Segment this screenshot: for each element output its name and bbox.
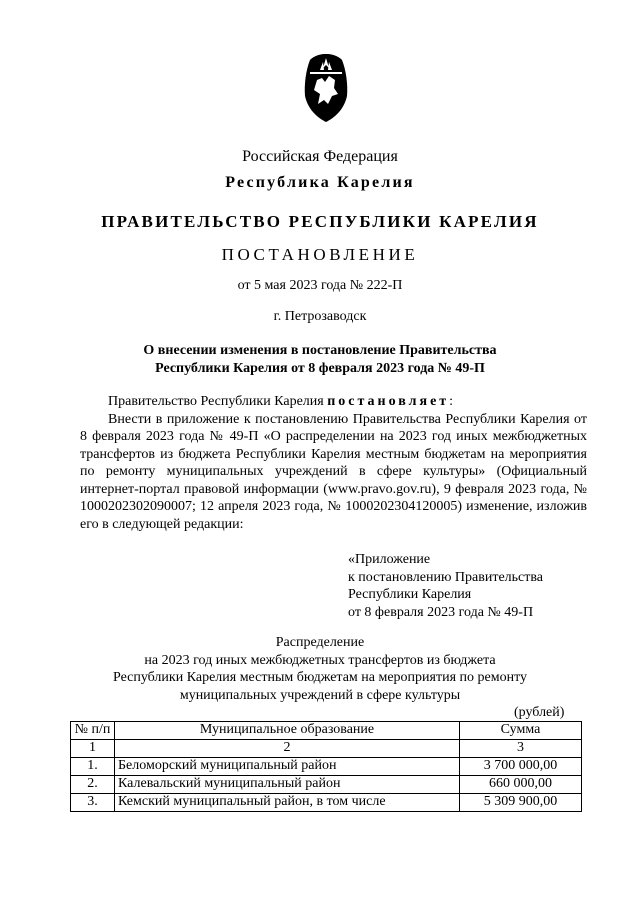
government-title: ПРАВИТЕЛЬСТВО РЕСПУБЛИКИ КАРЕЛИЯ <box>101 212 539 231</box>
document-subject <box>0 342 640 378</box>
appendix-line-2: к постановлению Правительства <box>348 569 544 585</box>
coat-of-arms-emblem <box>298 50 354 124</box>
table-row <box>71 758 582 776</box>
distribution-line-2: на 2023 год иных межбюджетных трансфертов из бюджета <box>144 652 496 668</box>
colnum-3: 3 <box>460 740 582 758</box>
distribution-line-3: Республики Карелия местным бюджетам на мероприятия по ремонту <box>112 670 528 686</box>
decree-word: постановляет <box>327 394 450 409</box>
distribution-title <box>0 634 640 704</box>
row-amount: 5 309 900,00 <box>460 794 582 812</box>
document-type: ПОСТАНОВЛЕНИЕ <box>221 245 419 264</box>
document-city: г. Петрозаводск <box>273 309 367 324</box>
distribution-line-1: Распределение <box>275 635 365 650</box>
row-name: Калевальский муниципальный район <box>115 776 460 794</box>
distribution-table <box>70 721 582 812</box>
row-num: 2. <box>71 776 115 794</box>
row-amount: 660 000,00 <box>460 776 582 794</box>
table-units: (рублей) <box>514 705 565 720</box>
decree-paragraph: Внести в приложение к постановлению Правительства Республики Карелия от 8 февраля 2023 года № 49-П «О распределении на 2023 год иных межбюджетных трансфертов из бюджета Республики Карелия местным бюджетам на мероприятия по ремонту муниципальных учреждений в сфере культуры» (Официальный интернет-портал правовой информации (www.pravo.gov.ru), 9 февраля 2023 года, № 1000202302090007; 12 апреля 2023 года, № 1000202304120005) изменение, изложив его в следующей редакции: <box>80 411 587 532</box>
appendix-reference <box>348 551 543 621</box>
table-row <box>71 776 582 794</box>
document-body <box>80 393 587 533</box>
country-name: Российская Федерация <box>242 148 398 165</box>
document-date-number: от 5 мая 2023 года № 222-П <box>237 278 403 293</box>
header-name: Муниципальное образование <box>115 722 460 740</box>
table-row <box>71 794 582 812</box>
republic-name: Республика Карелия <box>225 174 415 191</box>
appendix-line-3: Республики Карелия <box>348 587 472 603</box>
row-num: 1. <box>71 758 115 776</box>
appendix-line-1: «Приложение <box>348 552 431 567</box>
table-header-row <box>71 722 582 740</box>
header-num: № п/п <box>71 722 115 740</box>
decree-intro <box>80 393 587 411</box>
decree-intro-colon: : <box>449 394 454 409</box>
appendix-line-4: от 8 февраля 2023 года № 49-П <box>348 604 534 620</box>
distribution-line-4: муниципальных учреждений в сфере культуры <box>179 687 461 703</box>
row-name: Беломорский муниципальный район <box>115 758 460 776</box>
colnum-1: 1 <box>71 740 115 758</box>
colnum-2: 2 <box>115 740 460 758</box>
row-amount: 3 700 000,00 <box>460 758 582 776</box>
table-colnum-row <box>71 740 582 758</box>
decree-intro-text: Правительство Республики Карелия <box>108 394 328 409</box>
row-num: 3. <box>71 794 115 812</box>
header-amount: Сумма <box>460 722 582 740</box>
row-name: Кемский муниципальный район, в том числе <box>115 794 460 812</box>
subject-line-1: О внесении изменения в постановление Правительства <box>143 343 497 358</box>
subject-line-2: Республики Карелия от 8 февраля 2023 года № 49-П <box>155 361 485 376</box>
